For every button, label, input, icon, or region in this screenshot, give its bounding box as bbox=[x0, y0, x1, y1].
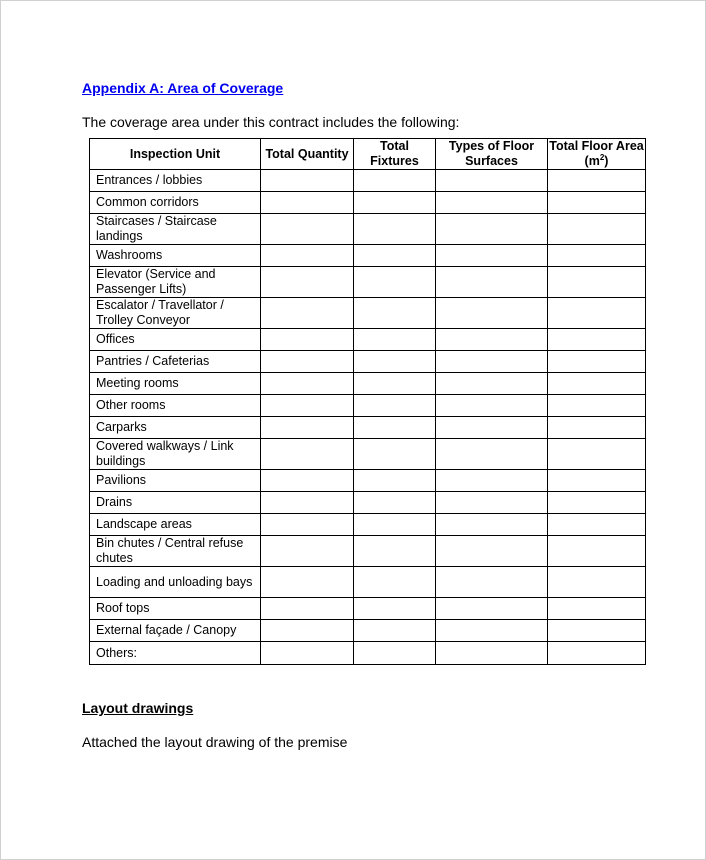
total-fixtures-cell[interactable] bbox=[354, 245, 436, 267]
coverage-intro-text: The coverage area under this contract includes the following: bbox=[82, 114, 460, 130]
floor-area-cell[interactable] bbox=[548, 492, 646, 514]
total-fixtures-cell[interactable] bbox=[354, 417, 436, 439]
inspection-unit-cell: Common corridors bbox=[90, 192, 261, 214]
floor-surfaces-cell[interactable] bbox=[436, 373, 548, 395]
total-fixtures-cell[interactable] bbox=[354, 170, 436, 192]
table-row bbox=[90, 395, 646, 417]
floor-surfaces-cell[interactable] bbox=[436, 214, 548, 245]
inspection-unit-cell: Others: bbox=[90, 642, 261, 665]
total-quantity-cell[interactable] bbox=[261, 470, 354, 492]
inspection-unit-cell: Roof tops bbox=[90, 598, 261, 620]
table-header-row bbox=[90, 139, 646, 170]
header-floor-area bbox=[548, 139, 646, 170]
total-quantity-cell[interactable] bbox=[261, 598, 354, 620]
layout-drawings-text: Attached the layout drawing of the premise bbox=[82, 734, 348, 750]
floor-surfaces-cell[interactable] bbox=[436, 598, 548, 620]
total-quantity-cell[interactable] bbox=[261, 439, 354, 470]
floor-area-cell[interactable] bbox=[548, 298, 646, 329]
floor-area-cell[interactable] bbox=[548, 642, 646, 665]
total-fixtures-cell[interactable] bbox=[354, 620, 436, 642]
floor-surfaces-cell[interactable] bbox=[436, 395, 548, 417]
total-quantity-cell[interactable] bbox=[261, 620, 354, 642]
header-inspection-unit: Inspection Unit bbox=[90, 139, 261, 170]
total-quantity-cell[interactable] bbox=[261, 267, 354, 298]
floor-surfaces-cell[interactable] bbox=[436, 298, 548, 329]
inspection-unit-cell: Carparks bbox=[90, 417, 261, 439]
header-total-quantity: Total Quantity bbox=[261, 139, 354, 170]
table-row bbox=[90, 170, 646, 192]
floor-area-cell[interactable] bbox=[548, 245, 646, 267]
table-row bbox=[90, 536, 646, 567]
floor-area-cell[interactable] bbox=[548, 267, 646, 298]
floor-area-cell[interactable] bbox=[548, 417, 646, 439]
table-row bbox=[90, 642, 646, 665]
total-quantity-cell[interactable] bbox=[261, 536, 354, 567]
floor-surfaces-cell[interactable] bbox=[436, 245, 548, 267]
table-row bbox=[90, 620, 646, 642]
inspection-unit-cell: Bin chutes / Central refuse chutes bbox=[90, 536, 261, 567]
floor-surfaces-cell[interactable] bbox=[436, 470, 548, 492]
total-quantity-cell[interactable] bbox=[261, 417, 354, 439]
total-fixtures-cell[interactable] bbox=[354, 373, 436, 395]
floor-area-cell[interactable] bbox=[548, 351, 646, 373]
header-floor-area-label: Total Floor Area (m bbox=[549, 139, 644, 168]
total-quantity-cell[interactable] bbox=[261, 298, 354, 329]
layout-drawings-heading: Layout drawings bbox=[82, 700, 194, 716]
inspection-unit-cell: Loading and unloading bays bbox=[90, 567, 261, 598]
table-row bbox=[90, 351, 646, 373]
header-total-fixtures: Total Fixtures bbox=[354, 139, 436, 170]
total-fixtures-cell[interactable] bbox=[354, 329, 436, 351]
inspection-unit-cell: Pantries / Cafeterias bbox=[90, 351, 261, 373]
table-row bbox=[90, 245, 646, 267]
floor-surfaces-cell[interactable] bbox=[436, 267, 548, 298]
inspection-unit-cell: Elevator (Service and Passenger Lifts) bbox=[90, 267, 261, 298]
inspection-unit-cell: Entrances / lobbies bbox=[90, 170, 261, 192]
inspection-unit-cell: External façade / Canopy bbox=[90, 620, 261, 642]
total-fixtures-cell[interactable] bbox=[354, 214, 436, 245]
floor-surfaces-cell[interactable] bbox=[436, 492, 548, 514]
header-floor-area-close: ) bbox=[604, 154, 609, 168]
floor-area-cell[interactable] bbox=[548, 373, 646, 395]
total-fixtures-cell[interactable] bbox=[354, 567, 436, 598]
floor-area-cell[interactable] bbox=[548, 514, 646, 536]
table-row bbox=[90, 267, 646, 298]
floor-area-cell[interactable] bbox=[548, 439, 646, 470]
floor-area-cell[interactable] bbox=[548, 598, 646, 620]
floor-surfaces-cell[interactable] bbox=[436, 417, 548, 439]
table-row bbox=[90, 567, 646, 598]
floor-area-cell[interactable] bbox=[548, 192, 646, 214]
total-quantity-cell[interactable] bbox=[261, 642, 354, 665]
table-row bbox=[90, 514, 646, 536]
floor-area-cell[interactable] bbox=[548, 214, 646, 245]
total-quantity-cell[interactable] bbox=[261, 245, 354, 267]
table-row bbox=[90, 298, 646, 329]
total-quantity-cell[interactable] bbox=[261, 170, 354, 192]
floor-surfaces-cell[interactable] bbox=[436, 439, 548, 470]
total-fixtures-cell[interactable] bbox=[354, 439, 436, 470]
floor-surfaces-cell[interactable] bbox=[436, 514, 548, 536]
total-fixtures-cell[interactable] bbox=[354, 598, 436, 620]
coverage-table-body bbox=[90, 170, 646, 665]
total-fixtures-cell[interactable] bbox=[354, 536, 436, 567]
floor-surfaces-cell[interactable] bbox=[436, 567, 548, 598]
floor-surfaces-cell[interactable] bbox=[436, 170, 548, 192]
total-quantity-cell[interactable] bbox=[261, 329, 354, 351]
inspection-unit-cell: Staircases / Staircase landings bbox=[90, 214, 261, 245]
inspection-unit-cell: Landscape areas bbox=[90, 514, 261, 536]
total-fixtures-cell[interactable] bbox=[354, 492, 436, 514]
floor-area-cell[interactable] bbox=[548, 620, 646, 642]
total-quantity-cell[interactable] bbox=[261, 192, 354, 214]
total-quantity-cell[interactable] bbox=[261, 351, 354, 373]
table-row bbox=[90, 417, 646, 439]
table-row bbox=[90, 329, 646, 351]
inspection-unit-cell: Meeting rooms bbox=[90, 373, 261, 395]
total-fixtures-cell[interactable] bbox=[354, 642, 436, 665]
total-fixtures-cell[interactable] bbox=[354, 351, 436, 373]
floor-area-cell[interactable] bbox=[548, 536, 646, 567]
floor-area-cell[interactable] bbox=[548, 470, 646, 492]
header-floor-area-exponent: 2 bbox=[599, 152, 605, 162]
inspection-unit-cell: Drains bbox=[90, 492, 261, 514]
floor-area-cell[interactable] bbox=[548, 567, 646, 598]
table-row bbox=[90, 470, 646, 492]
inspection-unit-cell: Escalator / Travellator / Trolley Conveyor bbox=[90, 298, 261, 329]
inspection-unit-cell: Washrooms bbox=[90, 245, 261, 267]
total-quantity-cell[interactable] bbox=[261, 214, 354, 245]
appendix-title: Appendix A: Area of Coverage bbox=[82, 80, 284, 96]
coverage-table bbox=[89, 138, 646, 665]
table-row bbox=[90, 598, 646, 620]
total-fixtures-cell[interactable] bbox=[354, 470, 436, 492]
inspection-unit-cell: Covered walkways / Link buildings bbox=[90, 439, 261, 470]
floor-area-cell[interactable] bbox=[548, 170, 646, 192]
total-quantity-cell[interactable] bbox=[261, 492, 354, 514]
floor-area-cell[interactable] bbox=[548, 329, 646, 351]
header-floor-surfaces: Types of Floor Surfaces bbox=[436, 139, 548, 170]
floor-surfaces-cell[interactable] bbox=[436, 351, 548, 373]
total-fixtures-cell[interactable] bbox=[354, 514, 436, 536]
total-fixtures-cell[interactable] bbox=[354, 395, 436, 417]
table-row bbox=[90, 192, 646, 214]
total-quantity-cell[interactable] bbox=[261, 567, 354, 598]
inspection-unit-cell: Other rooms bbox=[90, 395, 261, 417]
floor-surfaces-cell[interactable] bbox=[436, 536, 548, 567]
table-row bbox=[90, 492, 646, 514]
total-quantity-cell[interactable] bbox=[261, 514, 354, 536]
total-quantity-cell[interactable] bbox=[261, 395, 354, 417]
total-fixtures-cell[interactable] bbox=[354, 298, 436, 329]
floor-surfaces-cell[interactable] bbox=[436, 620, 548, 642]
table-row bbox=[90, 214, 646, 245]
inspection-unit-cell: Pavilions bbox=[90, 470, 261, 492]
total-quantity-cell[interactable] bbox=[261, 373, 354, 395]
table-row bbox=[90, 373, 646, 395]
floor-area-cell[interactable] bbox=[548, 395, 646, 417]
table-row bbox=[90, 439, 646, 470]
floor-surfaces-cell[interactable] bbox=[436, 329, 548, 351]
floor-surfaces-cell[interactable] bbox=[436, 192, 548, 214]
total-fixtures-cell[interactable] bbox=[354, 192, 436, 214]
total-fixtures-cell[interactable] bbox=[354, 267, 436, 298]
floor-surfaces-cell[interactable] bbox=[436, 642, 548, 665]
inspection-unit-cell: Offices bbox=[90, 329, 261, 351]
